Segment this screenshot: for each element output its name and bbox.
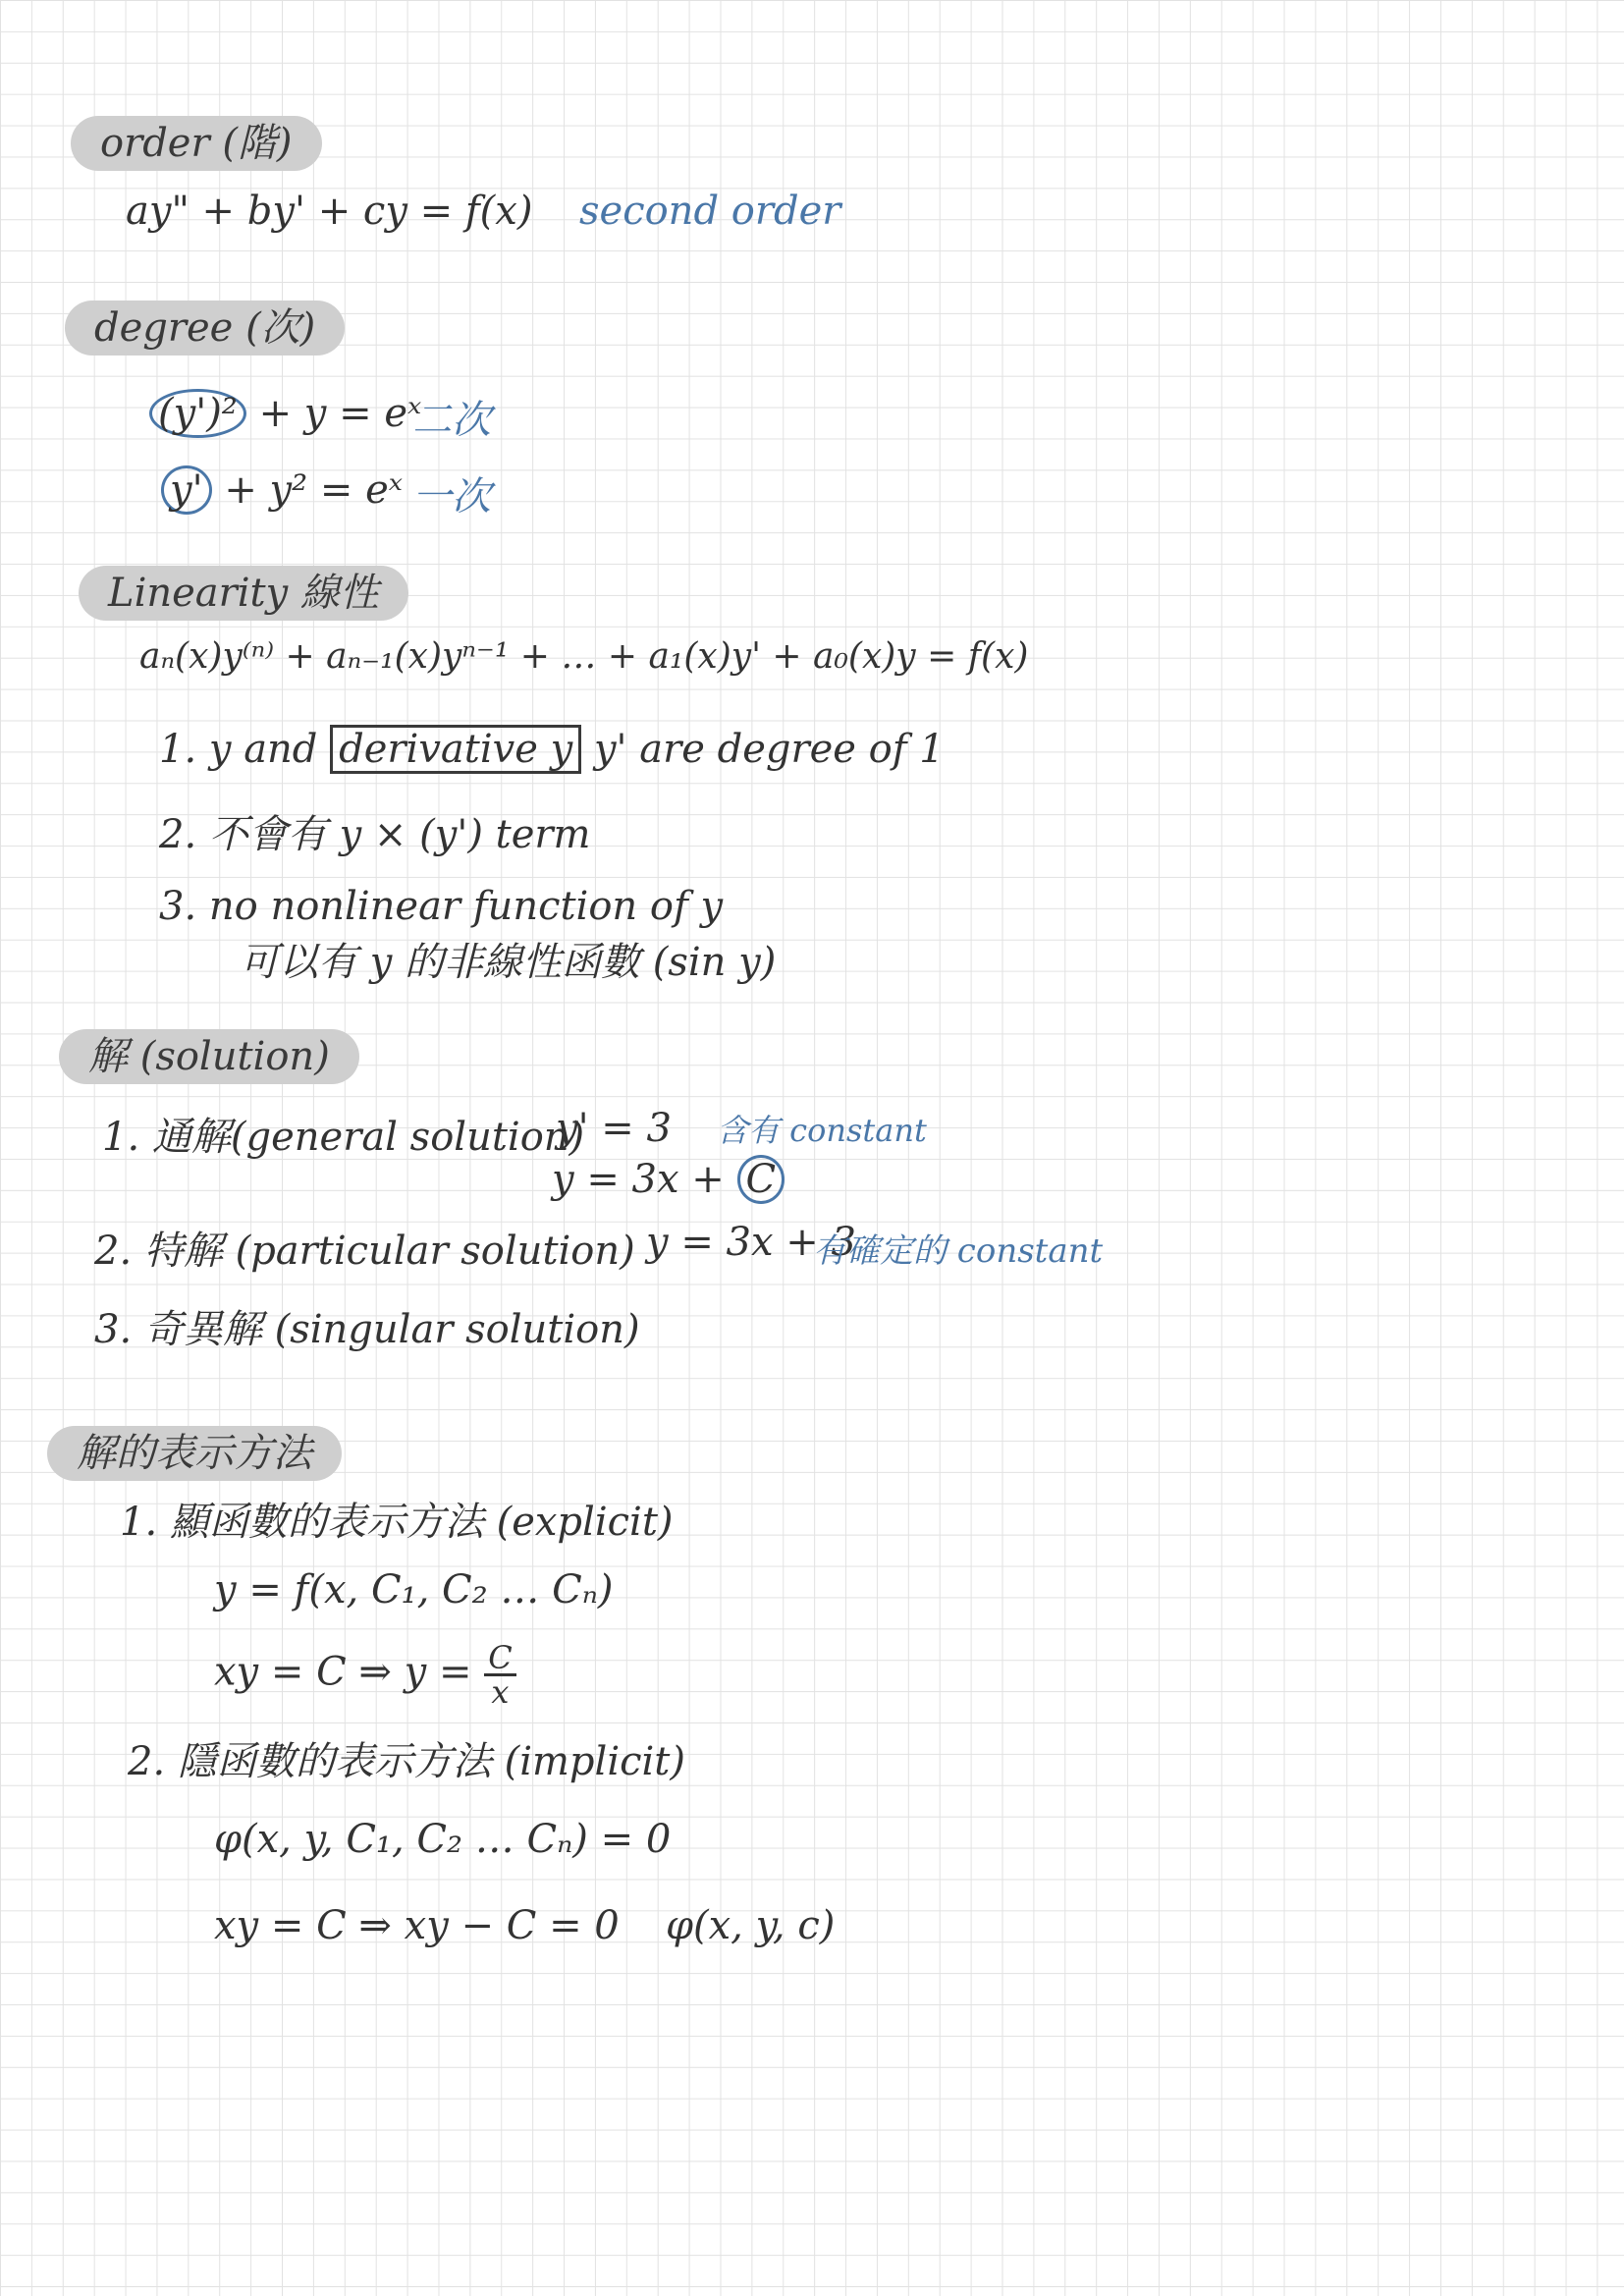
solution-item-1-eq-2 <box>552 1155 785 1204</box>
order-heading: order (階) <box>71 116 322 171</box>
degree-equation-2 <box>161 465 403 515</box>
order-note: second order <box>579 189 841 234</box>
linearity-rule-3-sub: 可以有 y 的非線性函數 (sin y) <box>240 940 777 985</box>
degree-equation-1 <box>149 389 421 438</box>
fraction-denominator: x <box>491 1673 510 1711</box>
linearity-rule-2: 2. 不會有 y × (y') term <box>159 812 591 857</box>
circled-term: (y')² <box>149 389 246 438</box>
solution-item-1-eq-1: y' = 3 <box>556 1106 672 1151</box>
representation-heading: 解的表示方法 <box>47 1426 342 1481</box>
solution-item-2-note: 有確定的 constant <box>813 1231 1104 1271</box>
rule-1-suffix: y' are degree of 1 <box>593 727 945 772</box>
fraction <box>484 1639 515 1711</box>
circled-term: y' <box>161 465 212 515</box>
equation-rest: + y² = eˣ <box>224 467 403 513</box>
linearity-heading: Linearity 線性 <box>79 566 408 621</box>
solution-item-2: 2. 特解 (particular solution) <box>94 1229 635 1274</box>
order-equation: ay" + by' + cy = f(x) <box>126 189 533 234</box>
explicit-eq-2 <box>214 1639 516 1711</box>
equation-rest: + y = eˣ <box>258 391 422 436</box>
solution-item-2-eq: y = 3x + 3 <box>646 1220 856 1265</box>
boxed-term: derivative y <box>330 725 581 774</box>
solution-item-1-note: 含有 constant <box>717 1112 927 1149</box>
degree-note-2: 一次 <box>412 474 491 519</box>
solution-heading: 解 (solution) <box>59 1029 359 1084</box>
circled-constant: C <box>737 1155 785 1204</box>
solution-item-1: 1. 通解(general solution) <box>102 1115 585 1160</box>
eq-prefix: xy = C ⇒ y = <box>214 1649 472 1695</box>
linearity-rule-1 <box>159 725 945 774</box>
degree-note-1: 二次 <box>412 398 491 443</box>
implicit-eq-2-note: φ(x, y, c) <box>666 1903 836 1948</box>
rule-1-prefix: 1. y and <box>159 727 318 772</box>
implicit-eq-2: xy = C ⇒ xy − C = 0 <box>214 1903 620 1948</box>
linearity-general-form: aₙ(x)y⁽ⁿ⁾ + aₙ₋₁(x)yⁿ⁻¹ + … + a₁(x)y' + a₀(x)y = f(x) <box>139 636 1029 677</box>
linearity-rule-3: 3. no nonlinear function of y <box>159 884 724 929</box>
implicit-label: 2. 隱函數的表示方法 (implicit) <box>128 1739 685 1784</box>
degree-heading: degree (次) <box>65 301 345 355</box>
solution-item-3: 3. 奇異解 (singular solution) <box>94 1307 640 1352</box>
explicit-eq-1: y = f(x, C₁, C₂ … Cₙ) <box>214 1567 614 1613</box>
explicit-label: 1. 顯函數的表示方法 (explicit) <box>120 1500 674 1545</box>
eq-prefix: y = 3x + <box>552 1157 725 1202</box>
implicit-eq-1: φ(x, y, C₁, C₂ … Cₙ) = 0 <box>214 1817 672 1862</box>
fraction-numerator: C <box>484 1642 515 1676</box>
